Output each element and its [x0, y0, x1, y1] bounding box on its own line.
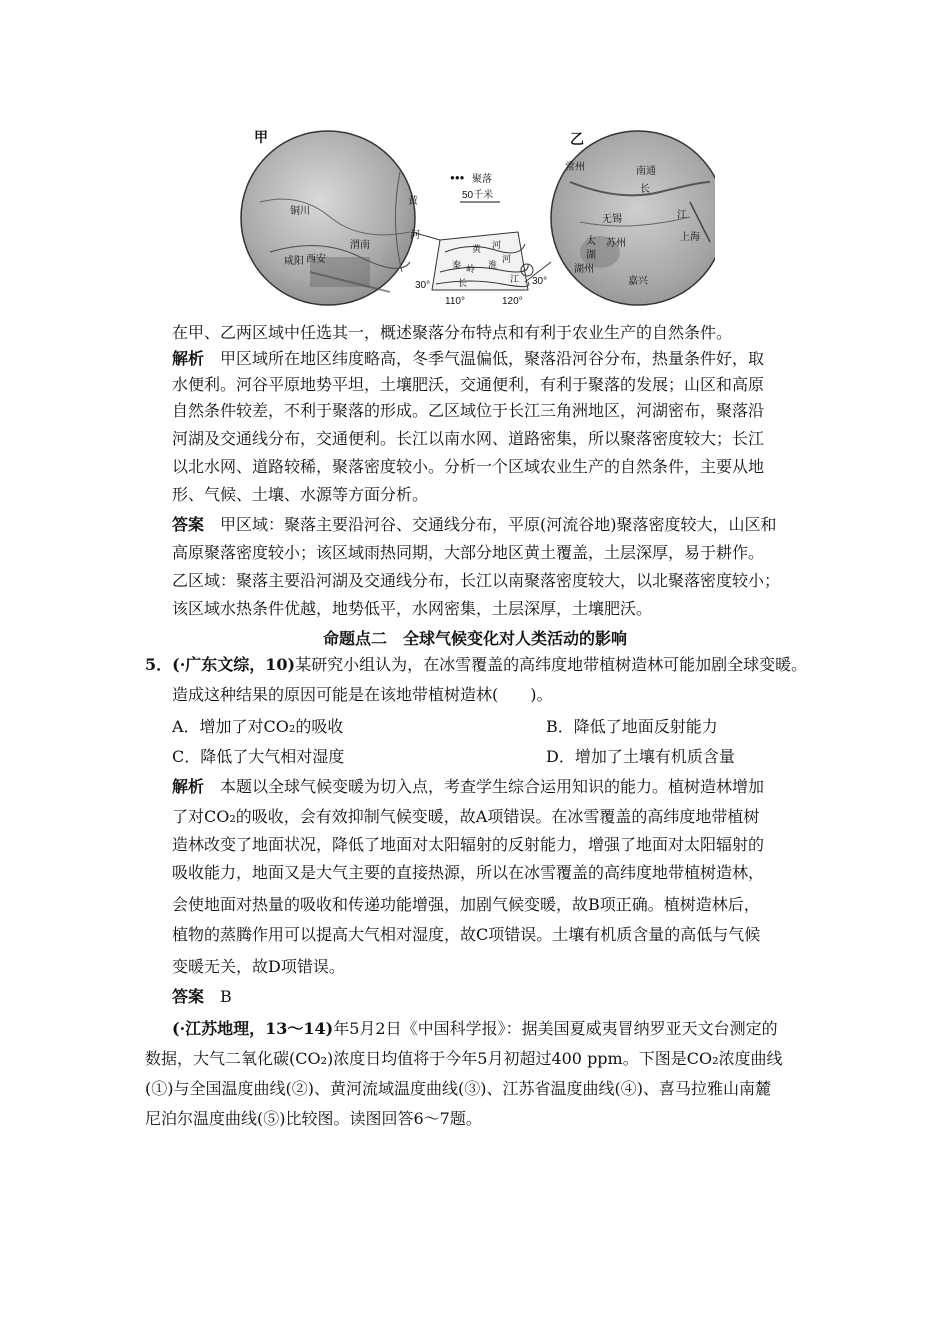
text-line [172, 862, 764, 884]
line-text: C．降低了大气相对湿度 [172, 747, 345, 766]
bold-label: 5．(·广东文综，10) [145, 655, 296, 674]
line-text: B [204, 987, 232, 1006]
place-label: 湖州 [574, 264, 594, 275]
lon-label-left: 110° [445, 296, 465, 307]
text-line [145, 1108, 482, 1130]
line-text: 甲区域：聚落主要沿河谷、交通线分布，平原(河流谷地)聚落密度较大，山区和 [204, 515, 777, 534]
place-label: 苏州 [606, 238, 626, 249]
place-label: 江 [677, 210, 687, 221]
line-text: (①)与全国温度曲线(②)、黄河流域温度曲线(③)、江苏省温度曲线(④)、喜马拉雅山南麓 [145, 1079, 771, 1098]
text-line [172, 542, 764, 564]
text-line [172, 776, 764, 798]
line-text: A．增加了对CO₂的吸收 [172, 717, 344, 736]
text-line [172, 598, 652, 620]
line-text: 植物的蒸腾作用可以提高大气相对湿度，故C项错误。土壤有机质含量的高低与气候 [172, 925, 761, 944]
text-line [172, 456, 764, 478]
line-text: 了对CO₂的吸收，会有效抑制气候变暖，故A项错误。在冰雪覆盖的高纬度地带植树 [172, 807, 760, 826]
place-label: 常州 [565, 162, 585, 173]
inset-label: 河 [502, 254, 512, 264]
text-line [172, 834, 764, 856]
line-text: 会使地面对热量的吸收和传递功能增强，加剧气候变暖，故B项正确。植树造林后， [172, 895, 760, 914]
map-jia [241, 131, 415, 305]
line-text: 形、气候、土壤、水源等方面分析。 [172, 485, 429, 504]
line-text: 尼泊尔温度曲线(⑤)比较图。读图回答6～7题。 [145, 1109, 482, 1128]
text-line [172, 716, 343, 738]
line-text: 水便利。河谷平原地势平坦，土壤肥沃，交通便利，有利于聚落的发展；山区和高原 [172, 375, 765, 394]
inset-label: 淮 [488, 260, 498, 270]
place-label: 西安 [306, 254, 326, 265]
line-text: B．降低了地面反射能力 [546, 717, 718, 736]
text-line [172, 428, 764, 450]
label-jia: 甲 [254, 129, 268, 145]
text-line [172, 1018, 778, 1040]
line-text: 在甲、乙两区域中任选其一，概述聚落分布特点和有利于农业生产的自然条件。 [172, 323, 733, 342]
section-title: 命题点二 全球气候变化对人类活动的影响 [322, 629, 627, 648]
text-line [172, 348, 764, 370]
scale-text: 50千米 [462, 190, 494, 201]
line-text: 自然条件较差，不利于聚落的形成。乙区域位于长江三角洲地区，河湖密布，聚落沿 [172, 401, 765, 420]
bold-label: 解析 [172, 777, 205, 796]
bold-label: 答案 [172, 987, 205, 1006]
place-label: 湖 [586, 250, 596, 261]
label-yi: 乙 [570, 131, 584, 147]
text-line [172, 746, 344, 768]
lon-label-right: 120° [502, 296, 523, 307]
text-line [172, 986, 232, 1008]
bold-label: 答案 [172, 515, 205, 534]
text-line [172, 684, 553, 706]
text-line [172, 514, 777, 536]
text-line [172, 956, 345, 978]
text-line [172, 570, 780, 592]
text-line [145, 1048, 783, 1070]
line-text: 某研究小组认为，在冰雪覆盖的高纬度地带植树造林可能加剧全球变暖。 [295, 655, 808, 674]
bold-label: (·江苏地理，13～14) [172, 1019, 334, 1038]
bold-label: 解析 [172, 349, 205, 368]
text-line [172, 894, 760, 916]
text-line [172, 806, 759, 828]
line-text: 吸收能力，地面又是大气主要的直接热源，所以在冰雪覆盖的高纬度地带植树造林， [172, 863, 765, 882]
line-text: 本题以全球气候变暖为切入点，考查学生综合运用知识的能力。植树造林增加 [204, 777, 765, 796]
place-label: 上海 [680, 232, 700, 243]
text-line [172, 484, 428, 506]
line-text: 甲区域所在地区纬度略高，冬季气温偏低，聚落沿河谷分布，热量条件好，取 [204, 349, 765, 368]
lat-label-right: 30° [532, 276, 548, 287]
place-label: 咸阳 [284, 256, 304, 267]
line-text: 以北水网、道路较稀，聚落密度较小。分析一个区域农业生产的自然条件，主要从地 [172, 457, 765, 476]
inset-label: 黄 [472, 244, 482, 254]
lat-label-left: 30° [415, 280, 431, 291]
line-text: 年5月2日《中国科学报》：据美国夏威夷冒纳罗亚天文台测定的 [333, 1019, 778, 1038]
place-label: 黄 [408, 196, 418, 207]
place-label: 太 [586, 236, 596, 247]
line-text: 造林改变了地面状况，降低了地面对太阳辐射的反射能力，增强了地面对太阳辐射的 [172, 835, 765, 854]
place-label: 嘉兴 [628, 276, 648, 287]
inset-map [412, 232, 551, 290]
place-label: 河 [410, 230, 420, 241]
place-label: 长 [640, 184, 650, 195]
line-text: 河湖及交通线分布，交通便利。长江以南水网、道路密集，所以聚落密度较大；长江 [172, 429, 765, 448]
inset-label: 秦 [452, 260, 462, 270]
inset-label: 长 [458, 278, 468, 288]
place-label: 南通 [636, 166, 656, 177]
line-text: D．增加了土壤有机质含量 [546, 747, 735, 766]
line-text: 变暖无关，故D项错误。 [172, 957, 345, 976]
line-text: 造成这种结果的原因可能是在该地带植树造林( )。 [172, 685, 553, 704]
text-line [546, 716, 718, 738]
text-line [172, 374, 764, 396]
inset-label: 江 [510, 274, 520, 284]
text-line [145, 1078, 771, 1100]
line-text: 数据，大气二氧化碳(CO₂)浓度日均值将于今年5月初超过400 ppm。下图是CO₂浓度曲线 [145, 1049, 783, 1068]
inset-label: 岭 [466, 264, 476, 274]
line-text: 该区域水热条件优越，地势低平，水网密集，土层深厚，土壤肥沃。 [172, 599, 653, 618]
text-line [172, 400, 764, 422]
place-label: 铜川 [290, 206, 310, 217]
inset-label: 河 [492, 240, 502, 250]
text-line [145, 654, 807, 676]
place-label: 渭南 [350, 240, 370, 251]
text-line [172, 924, 760, 946]
legend-symbol: ●●● [450, 173, 465, 182]
legend-text: 聚落 [472, 174, 492, 185]
line-text: 高原聚落密度较小；该区域雨热同期，大部分地区黄土覆盖，土层深厚，易于耕作。 [172, 543, 765, 562]
line-text: 乙区域：聚落主要沿河湖及交通线分布，长江以南聚落密度较大，以北聚落密度较小； [172, 571, 781, 590]
text-line [546, 746, 735, 768]
place-label: 无锡 [602, 214, 622, 225]
text-line [172, 322, 732, 344]
map-figure [240, 122, 715, 314]
